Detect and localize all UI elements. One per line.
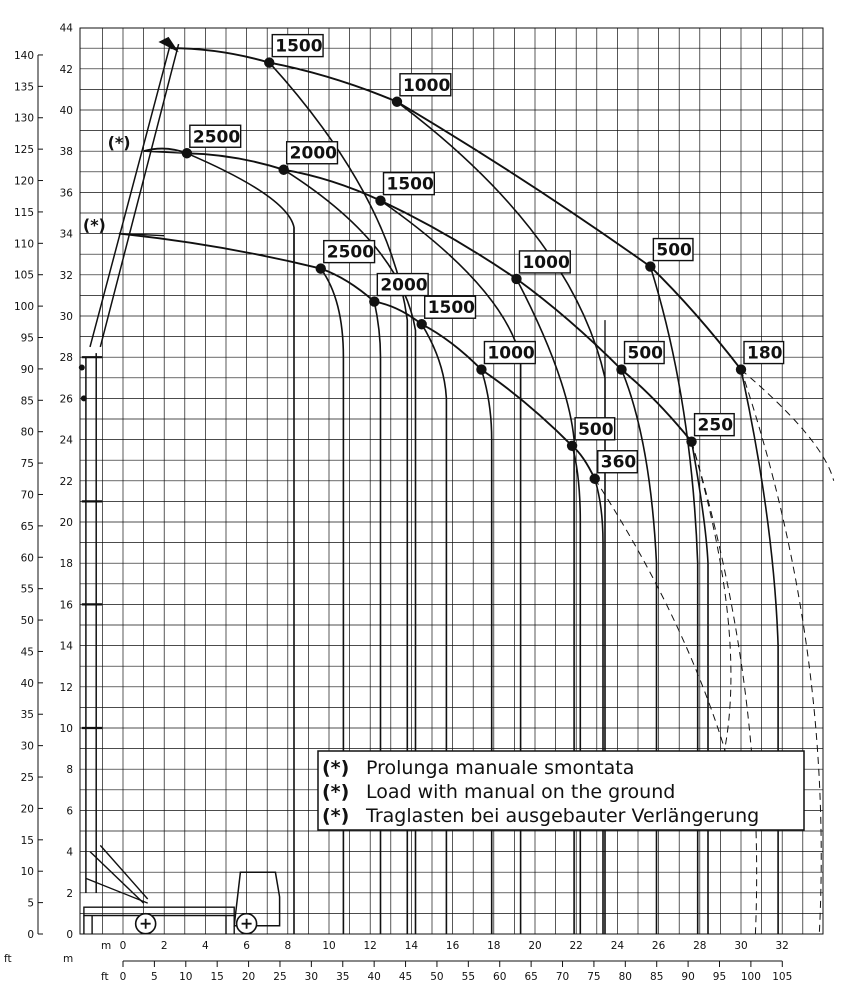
y-tick-label-m: 36: [59, 187, 73, 200]
capacity-point: [476, 364, 486, 374]
y-tick-label-ft: 95: [20, 332, 34, 345]
capacity-point: [590, 474, 600, 484]
hinge-dot: [81, 395, 87, 401]
legend: [318, 751, 804, 830]
capacity-label: 250: [697, 415, 734, 436]
x-unit-m: m: [101, 940, 112, 952]
drop-curve: [422, 324, 447, 934]
legend-text-2: Load with manual on the ground: [366, 781, 676, 803]
y-unit-m: m: [63, 953, 74, 965]
x-tick-label-m: 8: [284, 940, 292, 952]
x-tick-label-m: 12: [363, 940, 377, 952]
y-tick-label-ft: 70: [20, 489, 34, 502]
envelope-curve: [170, 48, 741, 369]
capacity-point: [264, 57, 274, 67]
axes: [14, 23, 792, 983]
capacity-point: [278, 165, 288, 175]
dashed-reach: [741, 370, 821, 934]
x-tick-label-m: 2: [160, 940, 168, 952]
y-tick-label-ft: 60: [20, 552, 34, 565]
x-tick-label-ft: 15: [210, 971, 224, 983]
y-tick-label-m: 40: [59, 105, 73, 117]
x-tick-label-ft: 25: [273, 971, 287, 983]
y-tick-label-m: 18: [59, 558, 73, 571]
x-tick-label-ft: 85: [650, 971, 664, 983]
capacity-point: [316, 263, 326, 273]
y-tick-label-m: 22: [59, 475, 73, 488]
extension-marker: (*): [82, 215, 106, 235]
machine-drawing: [79, 38, 280, 934]
capacity-point: [616, 364, 626, 374]
x-tick-label-ft: 55: [461, 971, 476, 983]
chassis: [84, 907, 234, 915]
drop-curve: [187, 153, 294, 934]
x-tick-label-m: 4: [202, 940, 209, 952]
x-tick-label-ft: 30: [304, 971, 319, 983]
y-tick-label-ft: 75: [20, 458, 34, 471]
y-tick-label-m: 0: [66, 929, 73, 941]
x-tick-label-ft: 50: [430, 971, 444, 983]
dashed-reach: [741, 370, 834, 481]
y-tick-label-ft: 65: [20, 520, 34, 533]
drop-curve: [374, 302, 380, 934]
capacity-labels: [83, 35, 784, 484]
capacity-point: [511, 274, 521, 284]
capacity-label: 1500: [427, 298, 476, 319]
x-tick-label-m: 16: [445, 940, 460, 952]
x-tick-label-ft: 80: [618, 971, 632, 983]
capacity-label: 360: [600, 452, 637, 473]
y-tick-label-ft: 135: [13, 81, 34, 94]
y-tick-label-m: 38: [59, 146, 73, 159]
y-tick-label-m: 28: [59, 352, 73, 365]
drop-curve: [595, 479, 603, 934]
y-tick-label-ft: 130: [13, 112, 34, 125]
y-tick-label-ft: 80: [20, 426, 34, 439]
x-tick-label-m: 24: [610, 940, 625, 952]
y-tick-label-m: 6: [66, 805, 73, 818]
capacity-label: 2000: [289, 143, 338, 164]
y-tick-label-m: 26: [59, 393, 73, 406]
outrigger: [84, 916, 92, 935]
legend-marker-3: (*): [322, 805, 350, 827]
y-tick-label-ft: 120: [13, 175, 34, 188]
y-tick-label-ft: 45: [20, 646, 34, 659]
y-tick-label-ft: 0: [27, 929, 34, 941]
legend-text-3: Traglasten bei ausgebauter Verlängerung: [366, 805, 760, 827]
capacity-label: 1500: [386, 174, 434, 195]
dashed-reach: [692, 442, 757, 934]
x-tick-label-m: 20: [528, 940, 542, 952]
legend-marker-1: (*): [322, 757, 350, 779]
y-tick-label-m: 24: [59, 434, 73, 447]
legend-text-1: Prolunga manuale smontata: [366, 757, 635, 779]
capacity-label: 1500: [275, 36, 323, 57]
y-tick-label-ft: 20: [20, 803, 34, 816]
drop-curve: [321, 269, 344, 934]
capacity-point: [736, 364, 746, 374]
capacity-point: [686, 436, 696, 446]
y-tick-label-ft: 10: [20, 866, 34, 879]
y-tick-label-m: 30: [59, 311, 73, 323]
x-tick-label-m: 28: [693, 940, 707, 952]
hinge-dot: [79, 365, 85, 371]
x-tick-label-ft: 65: [524, 971, 538, 983]
y-tick-label-ft: 140: [13, 49, 34, 62]
y-tick-label-m: 8: [66, 764, 73, 777]
y-tick-label-ft: 115: [13, 206, 34, 219]
y-tick-label-m: 42: [59, 63, 73, 76]
extension-marker: (*): [107, 133, 131, 153]
unit-labels: [4, 940, 111, 983]
x-tick-label-ft: 35: [336, 971, 350, 983]
capacity-label: 1000: [487, 343, 535, 364]
x-tick-label-ft: 60: [493, 971, 507, 983]
y-unit-ft: ft: [4, 953, 12, 965]
x-tick-label-m: 0: [119, 940, 127, 952]
x-unit-ft: ft: [101, 971, 109, 983]
capacity-label: 1000: [402, 75, 451, 96]
x-tick-label-m: 30: [734, 940, 748, 952]
drop-curve: [650, 267, 697, 934]
x-tick-label-ft: 40: [367, 971, 381, 983]
y-tick-label-ft: 25: [20, 772, 34, 785]
y-tick-label-ft: 100: [13, 301, 34, 314]
lower-arm: [90, 845, 148, 903]
x-tick-label-ft: 90: [681, 971, 695, 983]
capacity-label: 500: [627, 343, 664, 364]
y-tick-label-m: 12: [59, 681, 73, 694]
x-tick-label-ft: 0: [119, 971, 127, 983]
y-tick-label-ft: 105: [13, 269, 34, 282]
y-tick-label-ft: 50: [20, 615, 34, 628]
x-tick-label-ft: 95: [712, 971, 727, 983]
capacity-point: [417, 319, 427, 329]
outrigger: [226, 916, 234, 935]
capacity-label: 1000: [522, 252, 570, 273]
x-tick-label-m: 32: [775, 940, 789, 952]
x-tick-label-ft: 105: [772, 971, 793, 983]
capacity-point: [369, 296, 379, 306]
y-tick-label-ft: 35: [20, 709, 34, 722]
capacity-label: 500: [656, 240, 692, 261]
capacity-label: 2500: [326, 242, 375, 263]
y-tick-label-ft: 85: [20, 395, 34, 408]
y-tick-label-m: 20: [59, 517, 73, 529]
y-tick-label-ft: 110: [13, 238, 34, 251]
capacity-point: [375, 195, 385, 205]
x-tick-label-m: 26: [651, 940, 666, 952]
x-tick-label-ft: 5: [151, 971, 158, 983]
y-tick-label-m: 2: [66, 887, 73, 900]
x-tick-label-m: 18: [487, 940, 501, 952]
y-tick-label-ft: 55: [20, 583, 34, 596]
x-tick-label-ft: 70: [555, 971, 570, 983]
y-tick-label-m: 34: [59, 228, 73, 241]
x-tick-label-ft: 10: [179, 971, 193, 983]
y-tick-label-m: 32: [59, 269, 73, 282]
y-tick-label-ft: 15: [20, 834, 34, 847]
x-tick-label-ft: 20: [241, 971, 256, 983]
cylinder: [86, 878, 148, 903]
x-tick-label-m: 10: [322, 940, 336, 952]
y-tick-label-ft: 125: [13, 144, 34, 157]
capacity-label: 2000: [380, 275, 428, 296]
x-tick-label-ft: 45: [398, 971, 413, 983]
x-tick-label-m: 14: [404, 940, 419, 952]
x-tick-label-ft: 100: [740, 971, 761, 983]
y-tick-label-ft: 30: [20, 740, 34, 753]
legend-marker-2: (*): [322, 781, 350, 803]
y-tick-label-m: 14: [59, 640, 73, 653]
y-tick-label-m: 10: [59, 723, 73, 735]
capacity-point: [392, 97, 402, 107]
drop-curve: [517, 279, 575, 934]
drop-curve: [741, 370, 778, 934]
y-tick-label-m: 4: [66, 846, 73, 859]
x-tick-label-m: 22: [569, 940, 583, 952]
y-tick-label-ft: 90: [20, 363, 34, 376]
y-tick-label-ft: 5: [27, 897, 34, 910]
y-tick-label-m: 16: [59, 599, 73, 612]
y-tick-label-ft: 40: [20, 677, 34, 690]
drop-curve: [481, 370, 491, 934]
x-tick-label-m: 6: [243, 940, 250, 952]
capacity-label: 2500: [192, 127, 241, 148]
x-tick-label-ft: 75: [587, 971, 601, 983]
mast: [86, 353, 96, 893]
y-tick-label-m: 44: [59, 22, 73, 35]
capacity-point: [182, 148, 192, 158]
capacity-point: [567, 441, 577, 451]
capacity-point: [645, 261, 655, 271]
capacity-label: 500: [578, 419, 614, 440]
capacity-label: 180: [747, 343, 783, 364]
